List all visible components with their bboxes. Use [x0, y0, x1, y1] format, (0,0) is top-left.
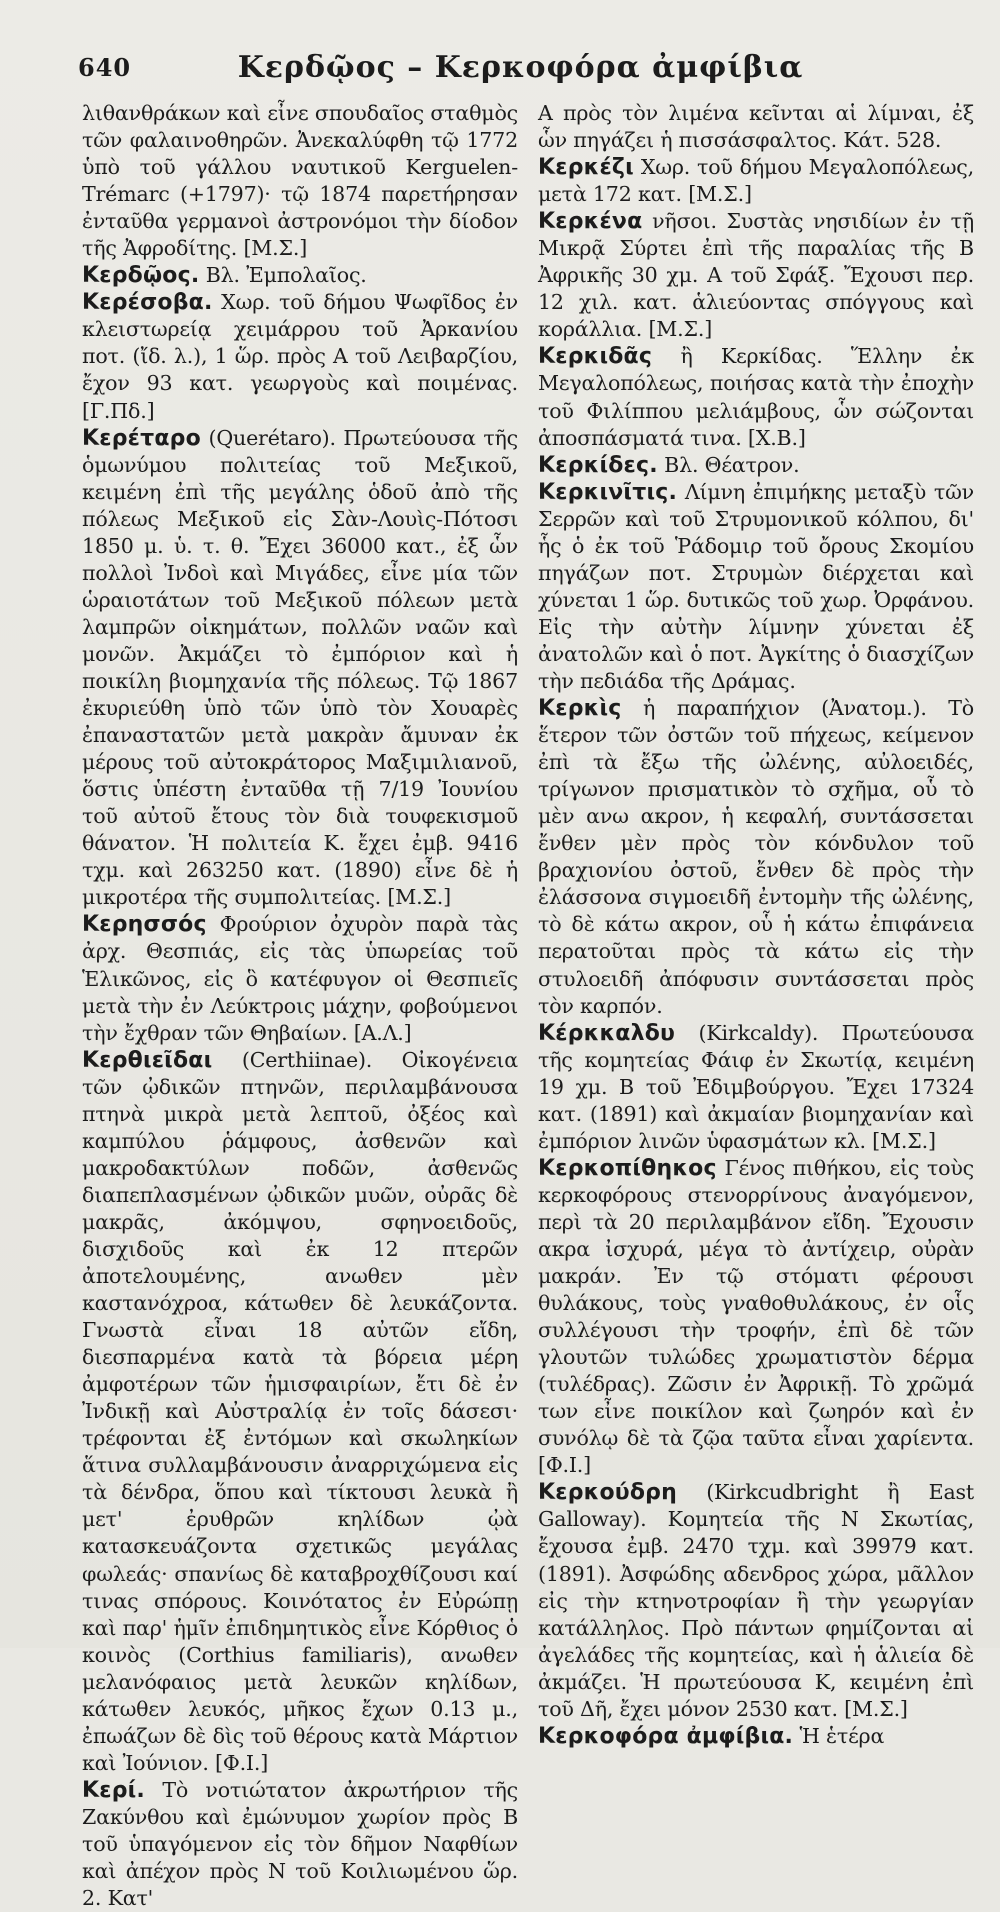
- entry-headword: Κέρκκαλδυ: [538, 1020, 676, 1046]
- entry-text: Φρούριον ὀχυρὸν παρὰ τὰς ἀρχ. Θεσπιάς, εἰς τὰς ὑπωρείας τοῦ Ἑλικῶνος, εἰς ὃ κατέφυγον οἱ Θεσπιεῖς μετὰ τὴν ἐν Λεύκτροις μάχην, φοβούμενοι τὴν ἔχθραν τῶν Θηβαίων. [Α.Λ.]: [82, 912, 518, 1045]
- entry-headword: Κερκένα: [538, 209, 643, 235]
- entry-headword: Κερέταρο: [82, 425, 201, 451]
- entry-text: Γένος πιθήκου, εἰς τοὺς κερκοφόρους στενορρίνους ἀναγόμενον, περὶ τὰ 20 περιλαμβάνον εἴδη. Ἔχουσιν ακρα ἰσχυρά, μέγα τὸ ἀντίχειρ, οὐρὰν μακράν. Ἐν τῷ στόματι φέρουσι θυλάκους, τοὺς γναθοθυλάκους, ἐν οἷς συλλέγουσι τὴν τροφήν, ἐπὶ δὲ τῶν γλουτῶν τυλώδες χρωματιστὸν δέρμα (τυλέδρας). Ζῶσιν ἐν Ἀφρικῇ. Τὸ χρῶμά των εἶνε ποικίλον καὶ ζωηρόν καὶ ἐν συνόλῳ δὲ τὰ ζῷα ταῦτα εἶναι χαρίεντα. [Φ.Ι.]: [538, 1155, 974, 1478]
- dictionary-entry: [538, 1155, 974, 1480]
- dictionary-entry: [82, 100, 518, 262]
- entry-text: ἡ παραπήχιον (Ἀνατομ.). Τὸ ἕτερον τῶν ὀστῶν τοῦ πήχεως, κείμενον ἐπὶ τὰ ἔξω τῆς ὠλένης, αὐλοειδές, τρίγωνον πρισματικὸν τὸ σχῆμα, οὗ τὸ μὲν ανω ακρον, ἡ κεφαλή, συντάσσεται ἔνθεν μὲν πρὸς τὸν κόνδυλον τοῦ βραχιονίου ὀστοῦ, ἔνθεν δὲ πρὸς τὴν ἐλάσσονα σιγμοειδῆ ἐντομὴν τῆς ὠλένης, τὸ δὲ κάτω ακρον, οὗ ἡ κάτω ἐπιφάνεια περατοῦται πρὸς τὰ κάτω εἰς τὴν στυλοειδῆ ἀπόφυσιν συντάσσεται πρὸς τὸν καρπόν.: [538, 696, 974, 1018]
- entry-headword: Κερέσοβα.: [82, 290, 213, 316]
- dictionary-entry: [82, 425, 518, 912]
- entry-headword: Κερκοπίθηκος: [538, 1155, 717, 1181]
- entry-headword: Κερησσός: [82, 912, 207, 938]
- page-number: 640: [78, 52, 132, 82]
- dictionary-entry: [538, 1020, 974, 1155]
- entry-headword: Κερκὶς: [538, 696, 622, 722]
- dictionary-entry: [538, 343, 974, 451]
- dictionary-entry: [538, 1723, 974, 1750]
- entry-text: Λίμνη ἐπιμήκης μεταξὺ τῶν Σερρῶν καὶ τοῦ Στρυμονικοῦ κόλπου, δι' ἧς ὁ ἐκ τοῦ Ῥάδομιρ τοῦ ὄρους Σκομίου πηγάζων ποτ. Στρυμὼν διέρχεται καὶ χύνεται 1 ὥρ. δυτικῶς τοῦ χωρ. Ὀρφάνου. Εἰς τὴν αὐτὴν λίμνην χύνεται ἐξ ἀνατολῶν καὶ ὁ ποτ. Ἀγκίτης ὁ διασχίζων τὴν πεδιάδα τῆς Δράμας.: [538, 479, 974, 693]
- dictionary-entry: [538, 100, 974, 154]
- entry-text: (Kirkcaldy). Πρωτεύουσα τῆς κομητείας Φάιφ ἐν Σκωτίᾳ, κειμένη 19 χμ. Β τοῦ Ἐδιμβούργου. Ἔχει 17324 κατ. (1891) καὶ ἀκμαίαν βιομηχανίαν καὶ ἐμπόριον λινῶν ὑφασμάτων κλ. [Μ.Σ.]: [538, 1020, 974, 1153]
- dictionary-entry: [82, 289, 518, 424]
- entry-text: Α πρὸς τὸν λιμένα κεῖνται αἱ λίμναι, ἐξ ὧν πηγάζει ἡ πισσάσφαλτος. Κάτ. 528.: [538, 101, 974, 153]
- dictionary-entry: [538, 452, 974, 479]
- entry-headword: Κερδῷος.: [82, 263, 200, 289]
- entry-headword: Κερί.: [82, 1777, 145, 1803]
- entry-text: ἢ Κερκίδας. Ἕλλην ἐκ Μεγαλοπόλεως, ποιήσας κατὰ τὴν ἐποχὴν τοῦ Φιλίππου μελιάμβους, ὧν σώζονται ἀποσπάσματά τινα. [Χ.Β.]: [538, 344, 974, 450]
- left-column: [82, 100, 518, 1911]
- entry-text: (Querétaro). Πρωτεύουσα τῆς ὁμωνύμου πολιτείας τοῦ Μεξικοῦ, κειμένη ἐπὶ τῆς μεγάλης ὁδοῦ ἀπὸ τῆς πόλεως Μεξικοῦ εἰς Σὰν-Λουὶς-Πότοσι 1850 μ. ὑ. τ. θ. Ἔχει 36000 κατ., ἐξ ὧν πολλοὶ Ἰνδοὶ καὶ Μιγάδες, εἶνε μία τῶν ὡραιοτάτων τοῦ Μεξικοῦ πόλεων μετὰ λαμπρῶν οἰκημάτων, πολλῶν ναῶν καὶ μονῶν. Ἀκμάζει τὸ ἐμπόριον καὶ ἡ ποικίλη βιομηχανία τῆς πόλεως. Τῷ 1867 ἐκυριεύθη ὑπὸ τῶν ὑπὸ τὸν Χουαρὲς ἐπαναστατῶν μετὰ μακρὰν ἄμυναν ἐκ μέρους τοῦ αὐτοκράτορος Μαξιμιλιανοῦ, ὅστις ὑπέστη ἐνταῦθα τῇ 7/19 Ἰουνίου τοῦ αὐτοῦ ἔτους τὸν διὰ τουφεκισμοῦ θάνατον. Ἡ πολιτεία Κ. ἔχει ἐμβ. 9416 τχμ. καὶ 263250 κατ. (1890) εἶνε δὲ ἡ μικροτέρα τῆς συμπολιτείας. [Μ.Σ.]: [82, 425, 518, 910]
- dictionary-entry: [82, 1777, 518, 1912]
- entry-headword: Κερκέζι: [538, 155, 634, 181]
- entry-text: (Kirkcudbright ἢ East Galloway). Κομητεία τῆς Ν Σκωτίας, ἔχουσα ἐμβ. 2470 τχμ. καὶ 39979 κατ. (1891). Ἀσφώδης αδενδρος χώρα, μᾶλλον εἰς τὴν κτηνοτροφίαν ἢ τὴν γεωργίαν κατάλληλος. Πρὸ πάντων φημίζονται αἱ ἀγελάδες τῆς κομητείας, καὶ ἡ ἁλιεία δὲ ἀκμάζει. Ἡ πρωτεύουσα Κ, κειμένη ἐπὶ τοῦ Δῆ, ἔχει μόνον 2530 κατ. [Μ.Σ.]: [538, 1480, 974, 1721]
- page-header: [78, 42, 970, 92]
- entry-text: Ἡ ἑτέρα: [799, 1723, 885, 1748]
- entry-text: Χωρ. τοῦ δήμου Μεγαλοπόλεως, μετὰ 172 κατ. [Μ.Σ.]: [538, 155, 974, 207]
- entry-text: Τὸ νοτιώτατον ἀκρωτήριον τῆς Ζακύνθου καὶ ἐμώνυμον χωρίον πρὸς Β τοῦ ὑπαγόμενον εἰς τὸν δῆμον Ναφθίων καὶ ἀπέχον πρὸς Ν τοῦ Κοιλιωμένου ὥρ. 2. Κατ': [82, 1777, 518, 1911]
- dictionary-entry: [538, 208, 974, 343]
- entry-headword: Κερθιεῖδαι: [82, 1047, 213, 1073]
- entry-text: Βλ. Θέατρον.: [664, 452, 800, 477]
- entry-text: νῆσοι. Συστὰς νησιδίων ἐν τῇ Μικρᾷ Σύρτει ἐπὶ τῆς παραλίας τῆς Β Ἀφρικῆς 30 χμ. Α τοῦ Σφάξ. Ἔχουσι περ. 12 χιλ. κατ. ἁλιεύοντας σπόγγους καὶ κοράλλια. [Μ.Σ.]: [538, 209, 974, 342]
- entry-headword: Κερκιδᾶς: [538, 344, 653, 370]
- entry-text: Χωρ. τοῦ δήμου Ψωφῖδος ἐν κλειστωρείᾳ χειμάρρου τοῦ Ἀρκανίου ποτ. (ἴδ. λ.), 1 ὥρ. πρὸς Α τοῦ Λειβαρζίου, ἔχον 93 κατ. γεωργοὺς καὶ ποιμένας. [Γ.Πδ.]: [82, 290, 518, 423]
- dictionary-entry: [538, 1479, 974, 1722]
- text-columns: [82, 100, 974, 1911]
- entry-headword: Κερκούδρη: [538, 1480, 677, 1506]
- dictionary-entry: [538, 695, 974, 1020]
- dictionary-entry: [538, 154, 974, 208]
- entry-text: λιθανθράκων καὶ εἶνε σπουδαῖος σταθμὸς τῶν φαλαινοθηρῶν. Ἀνεκαλύφθη τῷ 1772 ὑπὸ τοῦ γάλλου ναυτικοῦ Kerguelen-Trémarc (+1797)· τῷ 1874 παρετήρησαν ἐνταῦθα γερμανοὶ ἀστρονόμοι τὴν δίοδον τῆς Ἀφροδίτης. [Μ.Σ.]: [82, 101, 518, 261]
- entry-headword: Κερκινῖτις.: [538, 479, 678, 505]
- dictionary-entry: [82, 1047, 518, 1777]
- running-head: Κερδῷος – Κερκοφόρα ἀμφίβια: [237, 49, 804, 85]
- entry-headword: Κερκίδες.: [538, 452, 658, 478]
- dictionary-entry: [538, 479, 974, 695]
- right-column: [538, 100, 974, 1749]
- dictionary-entry: [82, 911, 518, 1046]
- dictionary-entry: [82, 262, 518, 289]
- entry-headword: Κερκοφόρα ἀμφίβια.: [538, 1723, 794, 1749]
- entry-text: Βλ. Ἐμπολαῖος.: [205, 263, 367, 288]
- entry-text: (Certhiinae). Οἰκογένεια τῶν ᾠδικῶν πτηνῶν, περιλαμβάνουσα πτηνὰ μικρὰ μετὰ λεπτοῦ, ὀξέος καὶ καμπύλου ῥάμφους, ἀσθενῶν καὶ μακροδακτύλων ποδῶν, ἀσθενῶς διαπεπλασμένων ᾠδικῶν μυῶν, οὐρᾶς δὲ μακρᾶς, ἀκόμψου, σφηνοειδοῦς, δισχιδοῦς καὶ ἐκ 12 πτερῶν ἀποτελουμένης, ανωθεν μὲν καστανόχροα, κάτωθεν δὲ λευκάζοντα. Γνωστὰ εἶναι 18 αὐτῶν εἴδη, διεσπαρμένα κατὰ τὰ βόρεια μέρη ἀμφοτέρων τῶν ἡμισφαιρίων, ἔτι δὲ ἐν Ἰνδικῇ καὶ Αὐστραλίᾳ ἐν τοῖς δάσεσι· τρέφονται ἐξ ἐντόμων καὶ σκωληκίων ἅτινα συλλαμβάνουσιν ἀναρριχώμενα εἰς τὰ δένδρα, ὅπου καὶ τίκτουσι λευκὰ ἢ μετ' ἐρυθρῶν κηλίδων ᾠὰ κατασκευάζοντα σχετικῶς μεγάλας φωλεάς· σπανίως δὲ καταβροχθίζουσι καί τινας σπόρους. Κοινότατος ἐν Εὐρώπῃ καὶ παρ' ἡμῖν ἐπιδημητικὸς εἶνε Κόρθιος ὁ κοινὸς (Corthius familiaris), ανωθεν μελανόφαιος μετὰ λευκῶν κηλίδων, κάτωθεν λευκός, μῆκος ἔχων 0.13 μ., ἐπωάζων δὲ δὶς τοῦ θέρους κατὰ Μάρτιον καὶ Ἰούνιον. [Φ.Ι.]: [82, 1047, 518, 1775]
